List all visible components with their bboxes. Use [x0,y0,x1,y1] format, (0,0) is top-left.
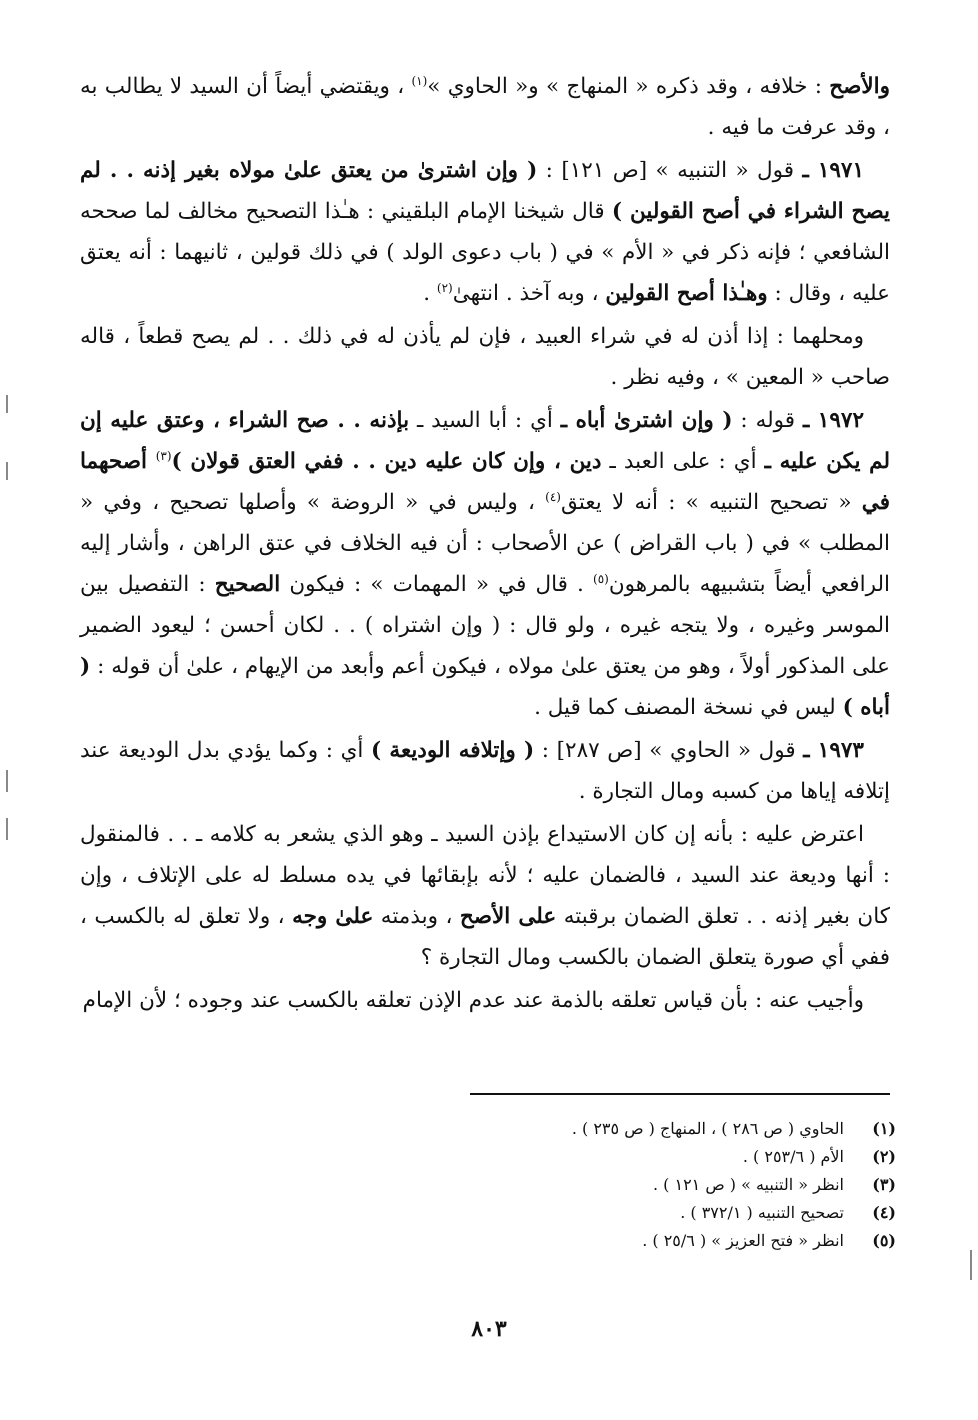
scan-edge-mark [970,1250,972,1280]
footnote-text: الحاوي ( ص ٢٨٦ ) ، المنهاج ( ص ٢٣٥ ) . [571,1119,844,1138]
paragraph-continuation: والأصح : خلافه ، وقد ذكره « المنهاج » و« الحاوي »$^{(١)}$ ، ويقتضي أيضاً أن السيد لا يطالب به ، وقد عرفت ما فيه . [80,73,890,140]
entry-number: ١٩٧١ ـ [802,158,865,183]
footnote-text: انظر « التنبيه » ( ص ١٢١ ) . [652,1175,844,1194]
quoted-text: ( وإن اشترىٰ من يعتق علىٰ مولاه بغير إذنه . . لم يصح الشراء في أصح القولين ) [80,158,890,224]
entry-number: ١٩٧٢ ـ [802,408,864,433]
paragraph-1973-answer: وأجيب عنه : بأن قياس تعلقه بالذمة عند عدم الإذن تعلقه بالكسب عند وجوده ؛ لأن الإمام [82,988,864,1013]
footnote [296,1143,896,1171]
main-text [80,66,890,1023]
footnotes [296,1115,896,1255]
entry-1972: ١٩٧٢ ـ قوله : ( وإن اشترىٰ أباه ـ أي : أبا السيد ـ بإذنه . . صح الشراء ، وعتق عليه إن لم يكن عليه ـ أي : على العبد ـ دين ، وإن كان عليه دين . . ففي العتق قولان )$^{(٣)}$ أصحهما في « تصحيح التنبيه » : أنه لا يعتق$^{(٤)}$ ، وليس في « الروضة » وأصلها تصحيح ، وفي « المطلب » في ( باب القراض ) عن الأصحاب : أن فيه الخلاف في عتق الراهن ، وأشار إليه الرافعي أيضاً بتشبيهه بالمرهون$^{(٥)}$ . قال في « المهمات » : فيكون الصحيح : التفصيل بين الموسر وغيره ، ولا يتجه غيره ، ولو قال : ( وإن اشتراه ) . . لكان أحسن ؛ ليعود الضمير على المذكور أولاً ، وهو من يعتق علىٰ مولاه ، فيكون أعم وأبعد من الإيهام ، علىٰ أن قوله : ( أباه ) ليس في نسخة المصنف كما قيل . [80,408,891,720]
footnote-number: (٥) [872,1231,896,1250]
footnote [296,1199,896,1227]
quoted-text: ( وإتلافه الوديعة ) [370,738,535,763]
entry-number: ١٩٧٣ ـ [803,738,864,763]
footnote [296,1227,896,1255]
scan-edge-mark [6,462,8,480]
footnote [296,1171,896,1199]
paragraph-1971-note: ومحلهما : إذا أذن له في شراء العبيد ، فإن لم يأذن له في ذلك . . لم يصح قطعاً ، قاله صاحب « المعين » ، وفيه نظر . [80,324,890,390]
footnote [296,1115,896,1143]
footnote-number: (٢) [872,1147,896,1166]
bold-term: والأصح [829,74,890,99]
footnote-ref[interactable]: (٢) [436,280,453,295]
page-number: ٨٠٣ [471,1316,507,1342]
scan-edge-mark [6,818,8,840]
footnote-divider [470,1093,890,1095]
footnote-ref[interactable]: (٣) [155,448,172,463]
scan-edge-mark [6,770,8,792]
quoted-text: وهـٰذا أصح القولين [605,281,768,306]
paragraph-1973-objection: اعترض عليه : بأنه إن كان الاستيداع بإذن السيد ـ وهو الذي يشعر به كلامه ـ . . فالمنقول : أنها وديعة عند السيد ، فالضمان عليه ؛ لأنه بإبقائها في يده مسلط له على الإتلاف ، وإن كان بغير إذنه . . تعلق الضمان برقبته على الأصح ، وبذمته علىٰ وجه ، ولا تعلق له بالكسب ، ففي أي صورة يتعلق الضمان بالكسب ومال التجارة ؟ [80,822,891,970]
footnote-ref[interactable]: (١) [411,73,428,88]
footnote-text: انظر « فتح العزيز » ( ٢٥/٦ ) . [642,1231,844,1250]
footnote-number: (٣) [872,1175,896,1194]
footnote-text: تصحيح التنبيه ( ٣٧٢/١ ) . [680,1203,844,1222]
footnote-ref[interactable]: (٥) [593,571,609,586]
entry-1971: ١٩٧١ ـ قول « التنبيه » [ص ١٢١] : ( وإن اشترىٰ من يعتق علىٰ مولاه بغير إذنه . . لم يصح الشراء في أصح القولين ) قال شيخنا الإمام البلقيني : هـٰذا التصحيح مخالف لما صححه الشافعي ؛ فإنه ذكر في « الأم » في ( باب دعوى الولد ) في ذلك قولين ، ثانيهما : أنه يعتق عليه ، وقال : وهـٰذا أصح القولين ، وبه آخذ . انتهىٰ$^{(٢)}$ . [80,158,890,306]
footnote-text: الأم ( ٢٥٣/٦ ) . [742,1147,844,1166]
scan-edge-mark [6,395,8,413]
footnote-number: (٤) [872,1203,896,1222]
footnote-ref[interactable]: (٤) [545,489,561,504]
footnote-number: (١) [872,1119,896,1138]
entry-1973: ١٩٧٣ ـ قول « الحاوي » [ص ٢٨٧] : ( وإتلافه الوديعة ) أي : وكما يؤدي بدل الوديعة عند إتلافه إياها من كسبه ومال التجارة . [80,738,890,804]
